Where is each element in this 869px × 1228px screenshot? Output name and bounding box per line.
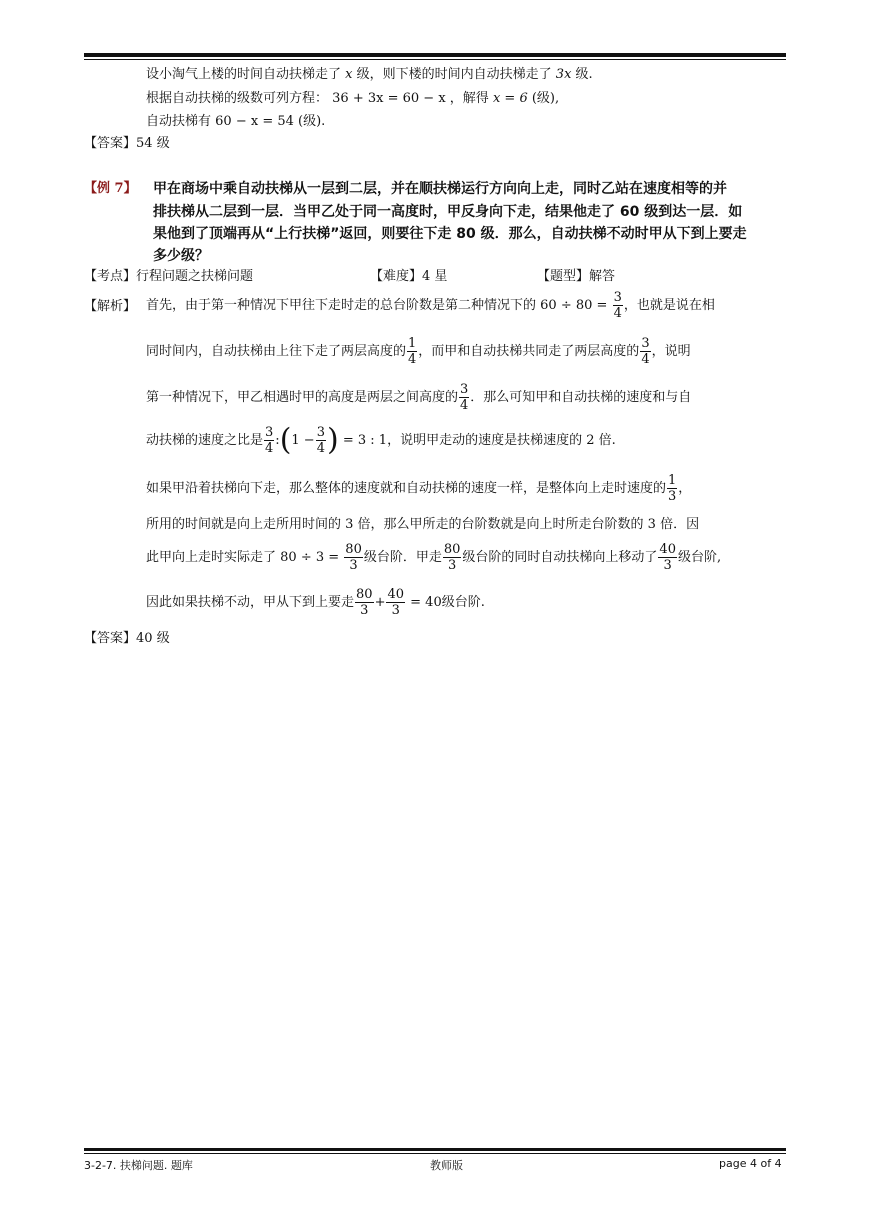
answer-tag: 【答案】 <box>84 631 137 646</box>
solution-line-3 <box>146 382 691 413</box>
footer-center: 教师版 <box>430 1159 463 1172</box>
fraction-80-3 <box>344 542 363 573</box>
kaodian-value: 行程问题之扶梯问题 <box>136 269 254 284</box>
fraction-40-3 <box>386 587 405 618</box>
prev-line-1 <box>146 66 593 84</box>
var-3x: 3x <box>555 67 572 82</box>
solution-line-6: 所用的时间就是向上走所用时间的 3 倍，那么甲所走的台阶数就是向上时所走台阶数的 3 倍．因 <box>146 517 700 532</box>
fraction-3-4 <box>613 290 623 321</box>
fraction-80-3 <box>355 587 374 618</box>
numerator: 3 <box>641 336 650 351</box>
header-rule-thin <box>84 59 786 60</box>
left-paren: ( <box>279 422 292 458</box>
denominator: 3 <box>663 558 672 573</box>
text: ，也就是说在相 <box>623 298 715 313</box>
header-rule <box>84 53 786 57</box>
answer-tag: 【答案】 <box>84 136 137 151</box>
question-line-3: 果他到了顶端再从“上行扶梯”返回，则要往下走 80 级．那么，自动扶梯不动时甲从下到上要走 <box>153 226 747 242</box>
solution-line-7 <box>146 542 721 573</box>
example-tag <box>84 180 137 198</box>
numerator: 80 <box>356 587 373 602</box>
text: 级，则下楼的时间内自动扶梯走了 <box>356 67 552 82</box>
ratio-result: = 3 : 1 <box>342 433 388 448</box>
kaodian-tag: 【考点】 <box>84 269 137 284</box>
text: ．那么可知甲和自动扶梯的速度和与自 <box>470 390 692 405</box>
solution-line-8 <box>146 587 485 618</box>
footer-rule-thin <box>84 1153 786 1154</box>
denominator: 3 <box>668 489 677 504</box>
one-minus: 1 − <box>291 433 315 448</box>
text: 级. <box>575 67 593 82</box>
text: 同时间内，自动扶梯由上往下走了两层高度的 <box>146 344 407 359</box>
fraction-3-4 <box>264 425 274 456</box>
plus-sign: + <box>374 595 386 610</box>
numerator: 1 <box>408 336 417 351</box>
equation: 60 ÷ 80 = <box>540 298 608 313</box>
tixing-value: 解答 <box>589 269 616 284</box>
prev-answer <box>84 135 170 153</box>
meta-tixing <box>537 268 615 286</box>
text: ，说明 <box>651 344 691 359</box>
denominator: 4 <box>265 441 274 456</box>
text: ， <box>678 481 692 496</box>
denominator: 4 <box>408 352 417 367</box>
solution-tag: 【解析】 <box>84 299 137 314</box>
equation: 80 ÷ 3 = <box>280 550 340 565</box>
denominator: 4 <box>613 306 622 321</box>
text: (级), <box>531 91 560 106</box>
prev-line-3 <box>146 113 325 131</box>
tixing-tag: 【题型】 <box>537 269 590 284</box>
text: 根据自动扶梯的级数可列方程： <box>146 91 329 106</box>
footer-rule <box>84 1148 786 1151</box>
numerator: 80 <box>345 542 362 557</box>
fraction-1-3 <box>667 473 677 504</box>
equation: 60 − x = 54 <box>215 114 294 129</box>
numerator: 80 <box>443 542 461 557</box>
example-label: 【例 7】 <box>84 181 137 196</box>
numerator: 3 <box>613 290 622 305</box>
denominator: 3 <box>349 558 358 573</box>
answer-value: 40 级 <box>136 631 170 646</box>
text: 级台阶的同时自动扶梯向上移动了 <box>462 550 658 565</box>
denominator: 4 <box>316 441 325 456</box>
text: 首先，由于第一种情况下甲往下走时走的总台阶数是第二种情况下的 <box>146 298 537 313</box>
solution-line-4 <box>146 422 616 458</box>
footer-page: page 4 of 4 <box>719 1157 782 1170</box>
text: 如果甲沿着扶梯向下走，那么整体的速度就和自动扶梯的速度一样，是整体向上走时速度的 <box>146 481 667 496</box>
right-paren: ) <box>326 422 339 458</box>
fraction-40-3 <box>658 542 677 573</box>
fraction-3-4 <box>316 425 326 456</box>
solution-value: x = 6 <box>492 91 528 106</box>
var-x: x <box>345 67 353 82</box>
numerator: 3 <box>316 425 325 440</box>
fraction-3-4 <box>459 382 469 413</box>
text: (级). <box>298 114 326 129</box>
text: 设小淘气上楼的时间自动扶梯走了 <box>146 67 342 82</box>
nandu-value: 4 星 <box>422 269 448 284</box>
numerator: 3 <box>460 382 469 397</box>
text: 第一种情况下，甲乙相遇时甲的高度是两层之间高度的 <box>146 390 459 405</box>
text: 动扶梯的速度之比是 <box>146 433 264 448</box>
text: 级台阶. <box>441 595 485 610</box>
text: ，说明甲走动的速度是扶梯速度的 2 倍. <box>387 433 616 448</box>
equation: 36 + 3x = 60 − x <box>332 91 446 106</box>
ratio-colon: : <box>275 433 280 448</box>
denominator: 3 <box>391 603 400 618</box>
numerator: 1 <box>668 473 677 488</box>
text: 自动扶梯有 <box>146 114 212 129</box>
denominator: 4 <box>641 352 650 367</box>
solution-line-1 <box>146 290 715 321</box>
denominator: 4 <box>460 398 469 413</box>
question-line-1: 甲在商场中乘自动扶梯从一层到二层，并在顺扶梯运行方向向上走，同时乙站在速度相等的并 <box>153 181 727 197</box>
text: 级台阶．甲走 <box>363 550 442 565</box>
meta-kaodian <box>84 268 253 286</box>
numerator: 3 <box>265 425 274 440</box>
denominator: 3 <box>447 558 457 573</box>
numerator: 40 <box>387 587 405 602</box>
denominator: 3 <box>360 603 369 618</box>
prev-line-2 <box>146 90 559 108</box>
solution-line-2 <box>146 336 691 367</box>
text: ，而甲和自动扶梯共同走了两层高度的 <box>418 344 640 359</box>
text: 级台阶, <box>677 550 722 565</box>
numerator: 40 <box>659 542 676 557</box>
solution-answer <box>84 630 170 648</box>
fraction-3-4 <box>640 336 650 367</box>
fraction-1-4 <box>407 336 417 367</box>
answer-value: 54 级 <box>136 136 170 151</box>
solution-line-5 <box>146 473 691 504</box>
meta-nandu <box>370 268 447 286</box>
text: 因此如果扶梯不动，甲从下到上要走 <box>146 595 355 610</box>
question-line-2: 排扶梯从二层到一层．当甲乙处于同一高度时，甲反身向下走，结果他走了 60 级到达一层．如 <box>153 204 743 220</box>
nandu-tag: 【难度】 <box>370 269 423 284</box>
text: 此甲向上走时实际走了 <box>146 550 277 565</box>
equation: = 40 <box>410 595 442 610</box>
text: ，解得 <box>449 91 489 106</box>
question-line-4: 多少级？ <box>153 248 209 264</box>
footer-left: 3-2-7. 扶梯问题. 题库 <box>84 1159 193 1172</box>
fraction-80-3 <box>443 542 462 573</box>
